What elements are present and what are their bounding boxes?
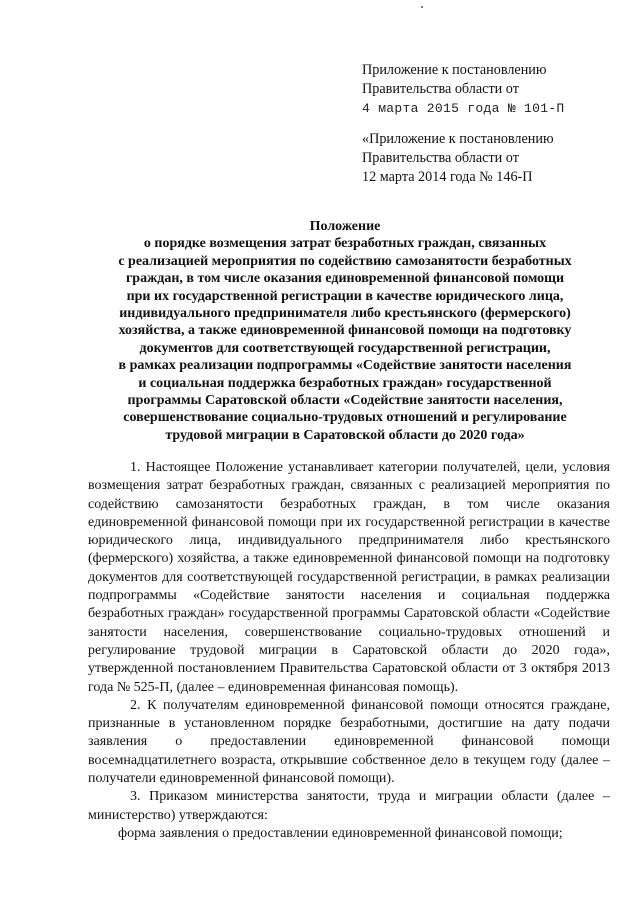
document-body bbox=[88, 459, 610, 843]
paragraph-3: 3. Приказом министерства занятости, труда и миграции области (далее – министерство) утверждаются: bbox=[88, 789, 610, 823]
approval-current-line-1: Приложение к постановлению bbox=[362, 62, 547, 78]
title-line: о порядке возмещения затрат безработных граждан, связанных bbox=[143, 236, 547, 252]
title-line: и социальная поддержка безработных граждан» государственной bbox=[138, 375, 552, 391]
approval-previous-line-1: «Приложение к постановлению bbox=[362, 131, 554, 147]
approval-current-line-2: Правительства области от bbox=[362, 81, 519, 97]
title-heading: Положение bbox=[309, 219, 381, 234]
title-line: программы Саратовской области «Содействие занятости населения, bbox=[127, 393, 563, 409]
title-line: в рамках реализации подпрограммы «Содействие занятости населения bbox=[118, 358, 572, 374]
paragraph-1: 1. Настоящее Положение устанавливает категории получателей, цели, условия возмещения затрат безработных граждан, связанных с реализацией мероприятия по содействию самозанятости безработных граждан, в том числе оказания единовременной финансовой помощи при их государственной регистрации в качестве юридического лица, индивидуального предпринимателя либо крестьянского (фермерского) хозяйства, а также единовременной финансовой помощи на подготовку документов для соответствующей государственной регистрации, в рамках реализации подпрограммы «Содействие занятости населения и социальная поддержка безработных граждан» государственной программы Саратовской области «Содействие занятости населения, совершенствование социально-трудовых отношений и регулирование трудовой миграции в Саратовской области до 2020 года», утвержденной постановлением Правительства Саратовской области от 3 октября 2013 года № 525-П, (далее – единовременная финансовая помощь). bbox=[88, 460, 610, 695]
title-line: индивидуального предпринимателя либо крестьянского (фермерского) bbox=[119, 306, 571, 322]
title-line: с реализацией мероприятия по содействию самозанятости безработных bbox=[118, 253, 572, 269]
approval-current-line-3: 4 марта 2015 года № 101-П bbox=[362, 101, 565, 116]
paragraph-4: форма заявления о предоставлении единовременной финансовой помощи; bbox=[118, 825, 563, 841]
approval-previous-line-2: Правительства области от bbox=[362, 150, 519, 166]
title-line: граждан, в том числе оказания единовременной финансовой помощи bbox=[125, 271, 565, 287]
title-line: документов для соответствующей государственной регистрации, bbox=[139, 340, 551, 356]
title-line: при их государственной регистрации в качестве юридического лица, bbox=[126, 288, 564, 304]
title-line: совершенствование социально-трудовых отношений и регулирование bbox=[123, 410, 567, 426]
title-line: хозяйства, а также единовременной финансовой помощи на подготовку bbox=[118, 323, 572, 339]
approval-stamp-previous bbox=[362, 130, 622, 187]
approval-previous-line-3: 12 марта 2014 года № 146-П bbox=[362, 169, 533, 185]
scan-speck bbox=[421, 6, 423, 8]
paragraph-2: 2. К получателям единовременной финансовой помощи относятся граждане, признанные в установленном порядке безработными, достигшие на дату подачи заявления о предоставлении единовременной финансовой помощи восемнадцатилетнего возраста, открывшие собственное дело в текущем году (далее – получатели единовременной финансовой помощи). bbox=[88, 697, 610, 787]
document-title bbox=[70, 218, 620, 444]
approval-stamp-current bbox=[362, 61, 622, 118]
title-line: трудовой миграции в Саратовской области до 2020 года» bbox=[165, 427, 525, 443]
